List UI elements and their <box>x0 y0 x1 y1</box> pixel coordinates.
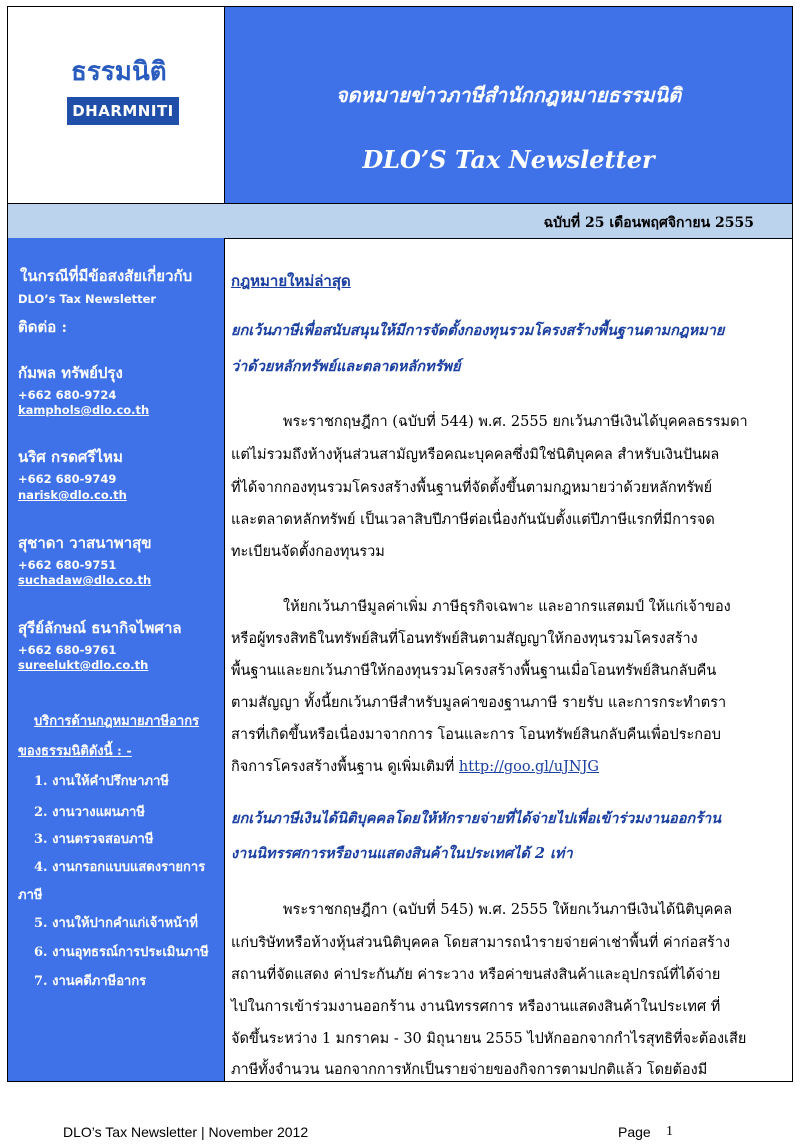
paragraph-line: สถานที่จัดแสดง ค่าประกันภัย ค่าระวาง หรือค่าขนส่งสินค้าและอุปกรณ์ที่ได้จ่าย <box>231 967 721 983</box>
footer-text: DLO’s Tax Newsletter | November 2012 <box>63 1124 309 1140</box>
issue-bar <box>8 203 792 239</box>
section-title: กฎหมายใหม่ล่าสุด <box>231 272 351 290</box>
paragraph-line: ภาษีทั้งจำนวน นอกจากการหักเป็นรายจ่ายของกิจการตามปกติแล้ว โดยต้องมี <box>231 1062 708 1078</box>
contact-phone: +662 680-9724 <box>18 388 117 402</box>
service-item: 7. งานคดีภาษีอากร <box>34 974 147 989</box>
contact-intro: ในกรณีที่มีข้อสงสัยเกี่ยวกับ <box>20 267 193 285</box>
contact-newsletter: DLO’s Tax Newsletter <box>18 292 157 306</box>
contact-email-link[interactable]: suchadaw@dlo.co.th <box>18 573 152 587</box>
service-item-continuation: ภาษี <box>18 888 43 903</box>
contact-name: กัมพล ทรัพย์ปรุง <box>18 364 123 382</box>
paragraph-line: ที่ได้จากกองทุนรวมโครงสร้างพื้นฐานที่จัดตั้งขึ้นตามกฎหมายว่าด้วยหลักทรัพย์ <box>231 480 713 496</box>
services-heading: บริการด้านกฎหมายภาษีอากร <box>34 714 200 729</box>
paragraph-line: แต่ไม่รวมถึงห้างหุ้นส่วนสามัญหรือคณะบุคคลซึ่งมิใช่นิติบุคคล สำหรับเงินปันผล <box>231 447 720 463</box>
article-heading: ว่าด้วยหลักทรัพย์และตลาดหลักทรัพย์ <box>231 358 461 375</box>
service-item: 3. งานตรวจสอบภาษี <box>34 832 154 847</box>
paragraph-line: ตามสัญญา ทั้งนี้ยกเว้นภาษีสำหรับมูลค่าของฐานภาษี รายรับ และการกระทำตรา <box>231 695 727 711</box>
footer-page-label: Page <box>618 1124 651 1140</box>
dharmniti-logo <box>57 45 187 135</box>
contact-name: สุรีย์ลักษณ์ ธนากิจไพศาล <box>18 619 182 637</box>
paragraph-line: ไปในการเข้าร่วมงานออกร้าน งานนิทรรศการ หรืองานแสดงสินค้าในประเทศ ที่ <box>231 999 721 1015</box>
paragraph-line: พื้นฐานและยกเว้นภาษีให้กองทุนรวมโครงสร้างพื้นฐานเมื่อโอนทรัพย์สินกลับคืน <box>231 663 717 679</box>
logo-area <box>8 7 225 203</box>
sidebar <box>8 238 225 1081</box>
contact-phone: +662 680-9749 <box>18 472 117 486</box>
paragraph-line: และตลาดหลักทรัพย์ เป็นเวลาสิบปีภาษีต่อเนื่องกันนับตั้งแต่ปีภาษีแรกที่มีการจด <box>231 512 715 528</box>
article-heading: ยกเว้นภาษีเพื่อสนับสนุนให้มีการจัดตั้งกองทุนรวมโครงสร้างพื้นฐานตามกฎหมาย <box>231 322 725 339</box>
paragraph-line: หรือผู้ทรงสิทธิในทรัพย์สินที่โอนทรัพย์สินตามสัญญาให้กองทุนรวมโครงสร้าง <box>231 631 698 647</box>
paragraph-line: พระราชกฤษฎีกา (ฉบับที่ 544) พ.ศ. 2555 ยกเว้นภาษีเงินได้บุคคลธรรมดา <box>283 414 748 430</box>
paragraph-line: สารที่เกิดขึ้นหรือเนื่องมาจากการ โอนและการ โอนทรัพย์สินกลับคืนเพื่อประกอบ <box>231 727 721 743</box>
contact-phone: +662 680-9751 <box>18 558 117 572</box>
paragraph-line: พระราชกฤษฎีกา (ฉบับที่ 545) พ.ศ. 2555 ให้ยกเว้นภาษีเงินได้นิติบุคคล <box>283 902 733 918</box>
contact-label: ติดต่อ : <box>18 318 67 336</box>
newsletter-subtitle: DLO’S Tax Newsletter <box>362 145 655 174</box>
paragraph-line-with-link <box>231 755 599 778</box>
service-item: 6. งานอุทธรณ์การประเมินภาษี <box>34 945 209 960</box>
logo-english-text: DHARMNITI <box>67 97 179 125</box>
logo-thai-text: ธรรมนิติ <box>71 57 167 87</box>
article-heading: งานนิทรรศการหรืองานแสดงสินค้าในประเทศได้ 2 เท่า <box>231 845 573 862</box>
paragraph-line: ให้ยกเว้นภาษีมูลค่าเพิ่ม ภาษีธุรกิจเฉพาะ และอากรแสตมป์ ให้แก่เจ้าของ <box>283 599 731 615</box>
more-info-link[interactable]: http://goo.gl/uJNJG <box>458 759 599 775</box>
services-heading-cont: ของธรรมนิติดังนี้ : - <box>18 744 132 759</box>
paragraph-line: จัดขึ้นระหว่าง 1 มกราคม - 30 มิถุนายน 2555 ไปหักออกจากกำไรสุทธิที่จะต้องเสีย <box>231 1031 747 1047</box>
header-banner <box>225 7 792 203</box>
newsletter-title: จดหมายข่าวภาษีสำนักกฎหมายธรรมนิติ <box>335 83 682 107</box>
article-heading: ยกเว้นภาษีเงินได้นิติบุคคลโดยให้หักรายจ่ายที่ได้จ่ายไปเพื่อเข้าร่วมงานออกร้าน <box>231 810 722 827</box>
main-content <box>225 238 792 1081</box>
contact-name: สุชาดา วาสนาพาสุข <box>18 534 152 552</box>
contact-email-link[interactable]: sureelukt@dlo.co.th <box>18 658 149 672</box>
paragraph-line: ทะเบียนจัดตั้งกองทุนรวม <box>231 544 385 560</box>
contact-email-link[interactable]: narisk@dlo.co.th <box>18 488 127 502</box>
contact-email-link[interactable]: kamphols@dlo.co.th <box>18 403 150 417</box>
footer-page-number: 1 <box>666 1124 673 1139</box>
paragraph-text: กิจการโครงสร้างพื้นฐาน ดูเพิ่มเติมที่ <box>231 759 459 775</box>
contact-name: นริศ กรดศรีไหม <box>18 448 123 466</box>
service-item: 5. งานให้ปากคำแก่เจ้าหน้าที่ <box>34 916 198 931</box>
service-item: 4. งานกรอกแบบแสดงรายการ <box>34 860 206 875</box>
contact-phone: +662 680-9761 <box>18 643 117 657</box>
service-item: 2. งานวางแผนภาษี <box>34 805 145 820</box>
paragraph-line: แก่บริษัทหรือห้างหุ้นส่วนนิติบุคคล โดยสามารถนำรายจ่ายค่าเช่าพื้นที่ ค่าก่อสร้าง <box>231 935 731 951</box>
issue-date: ฉบับที่ 25 เดือนพฤศจิกายน 2555 <box>543 215 754 231</box>
service-item: 1. งานให้คำปรึกษาภาษี <box>34 774 169 789</box>
